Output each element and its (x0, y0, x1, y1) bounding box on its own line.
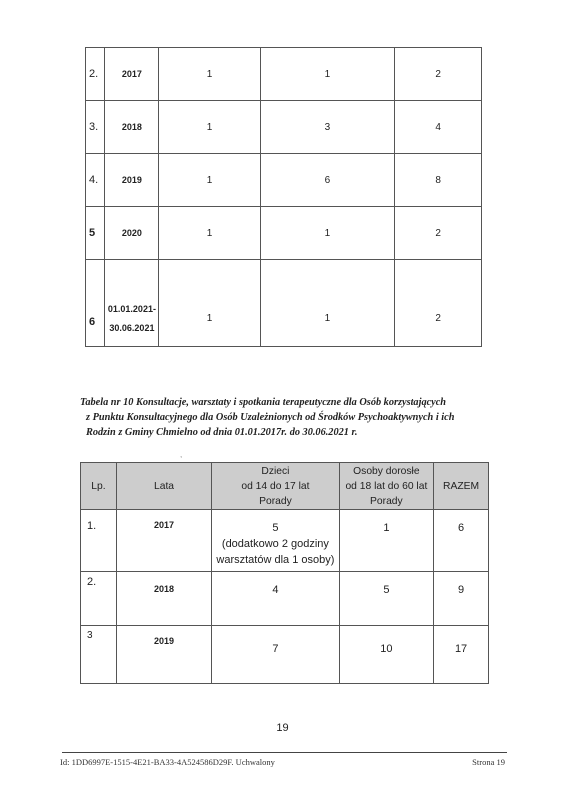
row-year: 2017 (116, 510, 211, 572)
row-year: 2017 (105, 48, 159, 101)
row-number: 1. (81, 510, 117, 572)
row-number: 6 (86, 260, 105, 347)
row-number: 2. (86, 48, 105, 101)
cell-value: 1 (260, 207, 395, 260)
stray-mark: , (180, 450, 183, 459)
table-row (86, 101, 482, 154)
cell-osoby: 5 (339, 572, 434, 626)
cell-dzieci: 4 (212, 572, 339, 626)
cell-value: 5 (272, 522, 279, 534)
header-line: Porady (370, 495, 403, 507)
row-year (105, 260, 159, 347)
caption-line: Rodzin z Gminy Chmielno od dnia 01.01.2017r. do 30.06.2021 r. (86, 427, 358, 438)
year-range-end: 30.06.2021 (109, 323, 155, 333)
page-number: 19 (276, 722, 289, 734)
footer-divider (62, 752, 507, 753)
cell-razem: 9 (434, 572, 489, 626)
document-id: Id: 1DD6997E-1515-4E21-BA33-4A524586D29F. Uchwalony (60, 757, 275, 767)
header-line: Osoby dorosłe (353, 465, 420, 477)
row-year: 2018 (116, 572, 211, 626)
table-row (86, 260, 482, 347)
table-header-row (81, 463, 489, 510)
cell-value: 3 (260, 101, 395, 154)
page-label: Strona 19 (472, 757, 505, 767)
cell-value: 1 (159, 101, 260, 154)
header-line: od 18 lat do 60 lat (345, 480, 428, 492)
row-year: 2018 (105, 101, 159, 154)
cell-dzieci: 7 (212, 626, 339, 684)
header-lata: Lata (116, 463, 211, 510)
row-number: 3 (81, 626, 117, 684)
row-year: 2019 (116, 626, 211, 684)
header-line: Porady (259, 495, 292, 507)
table-row (81, 626, 489, 684)
header-lp: Lp. (81, 463, 117, 510)
table-row (86, 154, 482, 207)
row-year: 2020 (105, 207, 159, 260)
cell-note: warsztatów dla 1 osoby) (216, 554, 335, 566)
header-razem: RAZEM (434, 463, 489, 510)
row-number: 5 (86, 207, 105, 260)
table-caption (80, 395, 500, 440)
cell-value: 4 (395, 101, 482, 154)
cell-value: 2 (395, 207, 482, 260)
table-row (86, 48, 482, 101)
cell-osoby: 1 (339, 510, 434, 572)
cell-razem: 17 (434, 626, 489, 684)
row-year: 2019 (105, 154, 159, 207)
cell-osoby: 10 (339, 626, 434, 684)
cell-note: (dodatkowo 2 godziny (221, 538, 329, 550)
table-row (81, 510, 489, 572)
cell-value: 1 (260, 260, 395, 347)
header-dzieci (212, 463, 339, 510)
cell-value: 2 (395, 48, 482, 101)
cell-dzieci (212, 510, 339, 572)
cell-razem: 6 (434, 510, 489, 572)
header-osoby-dorosle (339, 463, 434, 510)
cell-value: 1 (159, 260, 260, 347)
row-number: 2. (81, 572, 117, 626)
cell-value: 1 (159, 207, 260, 260)
cell-value: 8 (395, 154, 482, 207)
cell-value: 1 (260, 48, 395, 101)
cell-value: 2 (395, 260, 482, 347)
table-row (86, 207, 482, 260)
table-row (81, 572, 489, 626)
table-continued (85, 47, 482, 347)
cell-value: 1 (159, 48, 260, 101)
row-number: 3. (86, 101, 105, 154)
caption-line: Tabela nr 10 Konsultacje, warsztaty i spotkania terapeutyczne dla Osób korzystających (80, 397, 447, 408)
header-line: Dzieci (261, 465, 290, 477)
table-10 (80, 462, 489, 684)
header-line: od 14 do 17 lat (241, 480, 310, 492)
cell-value: 1 (159, 154, 260, 207)
row-number: 4. (86, 154, 105, 207)
cell-value: 6 (260, 154, 395, 207)
caption-line: z Punktu Konsultacyjnego dla Osób Uzależnionych od Środków Psychoaktywnych i ich (86, 412, 455, 423)
year-range-start: 01.01.2021- (107, 304, 156, 314)
